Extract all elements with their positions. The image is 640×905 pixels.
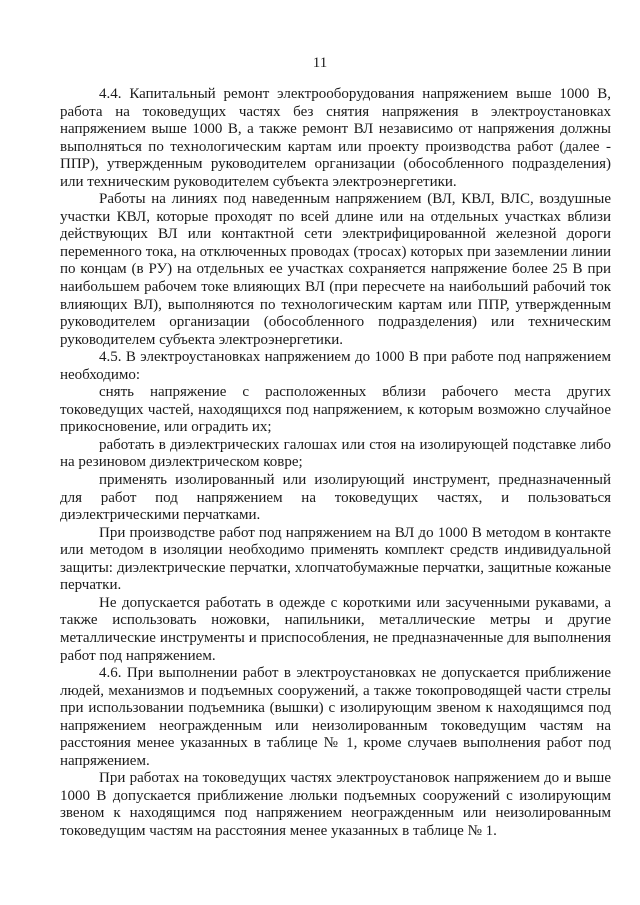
- paragraph-4-6: 4.6. При выполнении работ в электроустановках не допускается приближение людей, механизмов и подъемных сооружений, а также токопроводящей части стрелы при использовании подъемника (вышки) с изолирующим звеном к находящимся под напряжением неогражденным или неизолированным токоведущим частям на расстояния менее указанных в таблице № 1, кроме случаев выполнения работ под напряжением.: [60, 665, 611, 769]
- paragraph-4-5: 4.5. В электроустановках напряжением до 1000 В при работе под напряжением необходимо:: [60, 349, 611, 383]
- document-body: [60, 86, 611, 841]
- list-item-remove-voltage: снять напряжение с расположенных вблизи рабочего места других токоведущих частей, находящихся под напряжением, к которым возможно случайное прикосновение, или оградить их;: [60, 384, 611, 436]
- paragraph-lift-basket: При работах на токоведущих частях электроустановок напряжением до и выше 1000 В допускается приближение люльки подъемных сооружений с изолирующим звеном к находящимся под напряжением неогражденным или неизолированным токоведущим частям на расстояния менее указанных в таблице № 1.: [60, 770, 611, 839]
- page-number: 11: [312, 55, 328, 71]
- list-item-insulated-tools: применять изолированный или изолирующий инструмент, предназначенный для работ под напряжением на токоведущих частях, и пользоваться диэлектрическими перчатками.: [60, 472, 611, 524]
- paragraph-ppe-kit: При производстве работ под напряжением на ВЛ до 1000 В методом в контакте или методом в изоляции необходимо применять комплект средств индивидуальной защиты: диэлектрические перчатки, хлопчатобумажные перчатки, защитные кожаные перчатки.: [60, 524, 611, 594]
- paragraph-induced-voltage: Работы на линиях под наведенным напряжением (ВЛ, КВЛ, ВЛС, воздушные участки КВЛ, которые проходят по всей длине или на отдельных участках вблизи действующих ВЛ или контактной сети электрифицированной железной дороги переменного тока, на отключенных проводах (тросах) которых при заземлении линии по концам (в РУ) на отдельных ее участках сохраняется напряжение более 25 В при наибольшем рабочем токе влияющих ВЛ (при пересчете на наибольший рабочий ток влияющих ВЛ), выполняются по технологическим картам или ППР, утвержденным руководителем организации (обособленного подразделения) или техническим руководителем субъекта электроэнергетики.: [60, 191, 611, 348]
- paragraph-clothing-restrictions: Не допускается работать в одежде с короткими или засученными рукавами, а также использовать ножовки, напильники, металлические метры и другие металлические инструменты и приспособления, не предназначенные для выполнения работ под напряжением.: [60, 594, 611, 664]
- paragraph-4-4: 4.4. Капитальный ремонт электрооборудования напряжением выше 1000 В, работа на токоведущих частях без снятия напряжения в электроустановках напряжением выше 1000 В, а также ремонт ВЛ независимо от напряжения должны выполняться по технологическим картам или проекту производства работ (далее - ППР), утвержденным руководителем организации (обособленного подразделения) или техническим руководителем субъекта электроэнергетики.: [60, 86, 611, 190]
- list-item-dielectric-galoshes: работать в диэлектрических галошах или стоя на изолирующей подставке либо на резиновом диэлектрическом ковре;: [60, 436, 611, 471]
